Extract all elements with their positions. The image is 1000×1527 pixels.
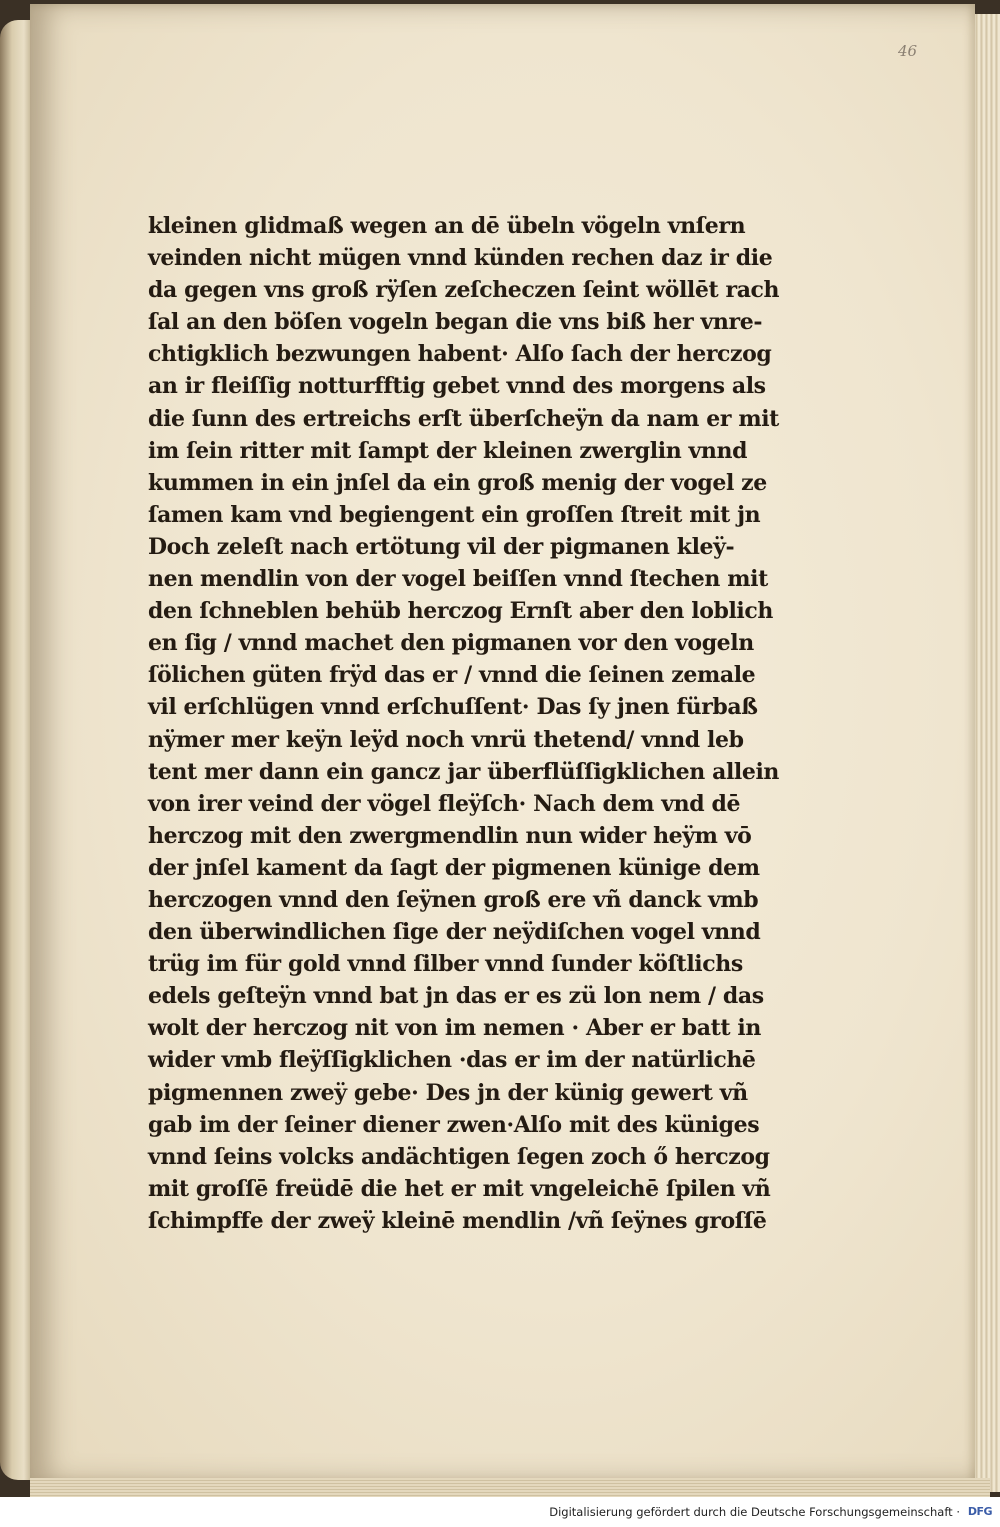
dfg-logo: DFG — [967, 1505, 992, 1518]
text-line: an ir fleiſſig notturfftig gebet vnnd des morgens als — [148, 373, 766, 400]
text-line: im ſein ritter mit ſampt der kleinen zwerglin vnnd — [148, 437, 748, 464]
text-line: vnnd ſeins volcks andächtigen ſegen zoch ő herczog — [148, 1143, 770, 1170]
text-line: den ſchneblen behüb herczog Ernſt aber den loblich — [148, 598, 773, 625]
text-line: nÿmer mer keÿn leÿd noch vnrü thetend/ vnnd leb — [148, 726, 744, 753]
text-line: gab im der ſeiner diener zwen·Alſo mit des küniges — [148, 1111, 760, 1138]
text-line: herczogen vnnd den ſeÿnen groß ere vñ danck vmb — [148, 886, 759, 913]
text-line: vil erſchlügen vnnd erſchuſſent· Das ſy jnen fürbaß — [148, 694, 758, 721]
text-line: herczog mit den zwergmendlin nun wider heÿm vō — [148, 822, 752, 849]
text-line: von irer veind der vögel fleÿſch· Nach dem vnd dē — [148, 790, 741, 817]
text-line: nen mendlin von der vogel beiſſen vnnd ſtechen mit — [148, 566, 768, 593]
footer — [0, 1497, 1000, 1527]
text-line: Doch zeleſt nach ertötung vil der pigmanen kleÿ- — [148, 533, 735, 560]
page-bottom-edge — [30, 1478, 990, 1497]
text-line: ſamen kam vnd begiengent ein groſſen ſtreit mit jn — [148, 501, 761, 528]
text-line: trüg im für gold vnnd ſilber vnnd ſunder köſtlichs — [148, 951, 743, 978]
left-page-edge — [0, 20, 34, 1480]
text-line: ſal an den böſen vogeln began die vns biß her vnre- — [148, 309, 763, 336]
text-line: den überwindlichen ſige der neÿdiſchen vogel vnnd — [148, 919, 761, 946]
text-line: wider vmb fleÿſſigklichen ·das er im der natürlichē — [148, 1047, 756, 1074]
folio-number: 46 — [898, 42, 918, 60]
text-line: chtigklich bezwungen habent· Alſo ſach der herczog — [148, 341, 772, 368]
text-line: edels geſteÿn vnnd bat jn das er es zü lon nem / das — [148, 983, 764, 1010]
text-line: veinden nicht mügen vnnd künden rechen daz ir die — [148, 245, 773, 272]
funding-credit: Digitalisierung gefördert durch die Deutsche Forschungsgemeinschaft · — [549, 1505, 960, 1519]
text-line: tent mer dann ein gancz jar überflüſſigklichen allein — [148, 758, 780, 785]
text-line: kleinen glidmaß wegen an dē übeln vögeln vnſern — [148, 213, 746, 239]
text-line: pigmennen zweÿ gebe· Des jn der künig gewert vñ — [148, 1079, 748, 1106]
text-line: da gegen vns groß rÿſen zeſcheczen ſeint wöllēt rach — [148, 277, 780, 304]
text-block — [148, 210, 808, 1237]
text-line: wolt der herczog nit von im nemen · Aber er batt in — [148, 1015, 761, 1042]
text-line: die ſunn des ertreichs erſt überſcheÿn da nam er mit — [148, 405, 779, 432]
text-line: mit groſſē freüdē die het er mit vngeleichē ſpilen vñ — [148, 1175, 771, 1202]
text-line: ſölichen güten frÿd das er / vnnd die ſeinen zemale — [148, 662, 756, 689]
text-line: der jnſel kament da ſagt der pigmenen künige dem — [148, 854, 760, 881]
text-line: ſchimpffe der zweÿ kleinē mendlin /vñ ſeÿnes groſſē — [148, 1207, 767, 1234]
text-line: kummen in ein jnſel da ein groß menig der vogel ze — [148, 469, 767, 496]
text-line: en ſig / vnnd machet den pigmanen vor den vogeln — [148, 630, 754, 657]
